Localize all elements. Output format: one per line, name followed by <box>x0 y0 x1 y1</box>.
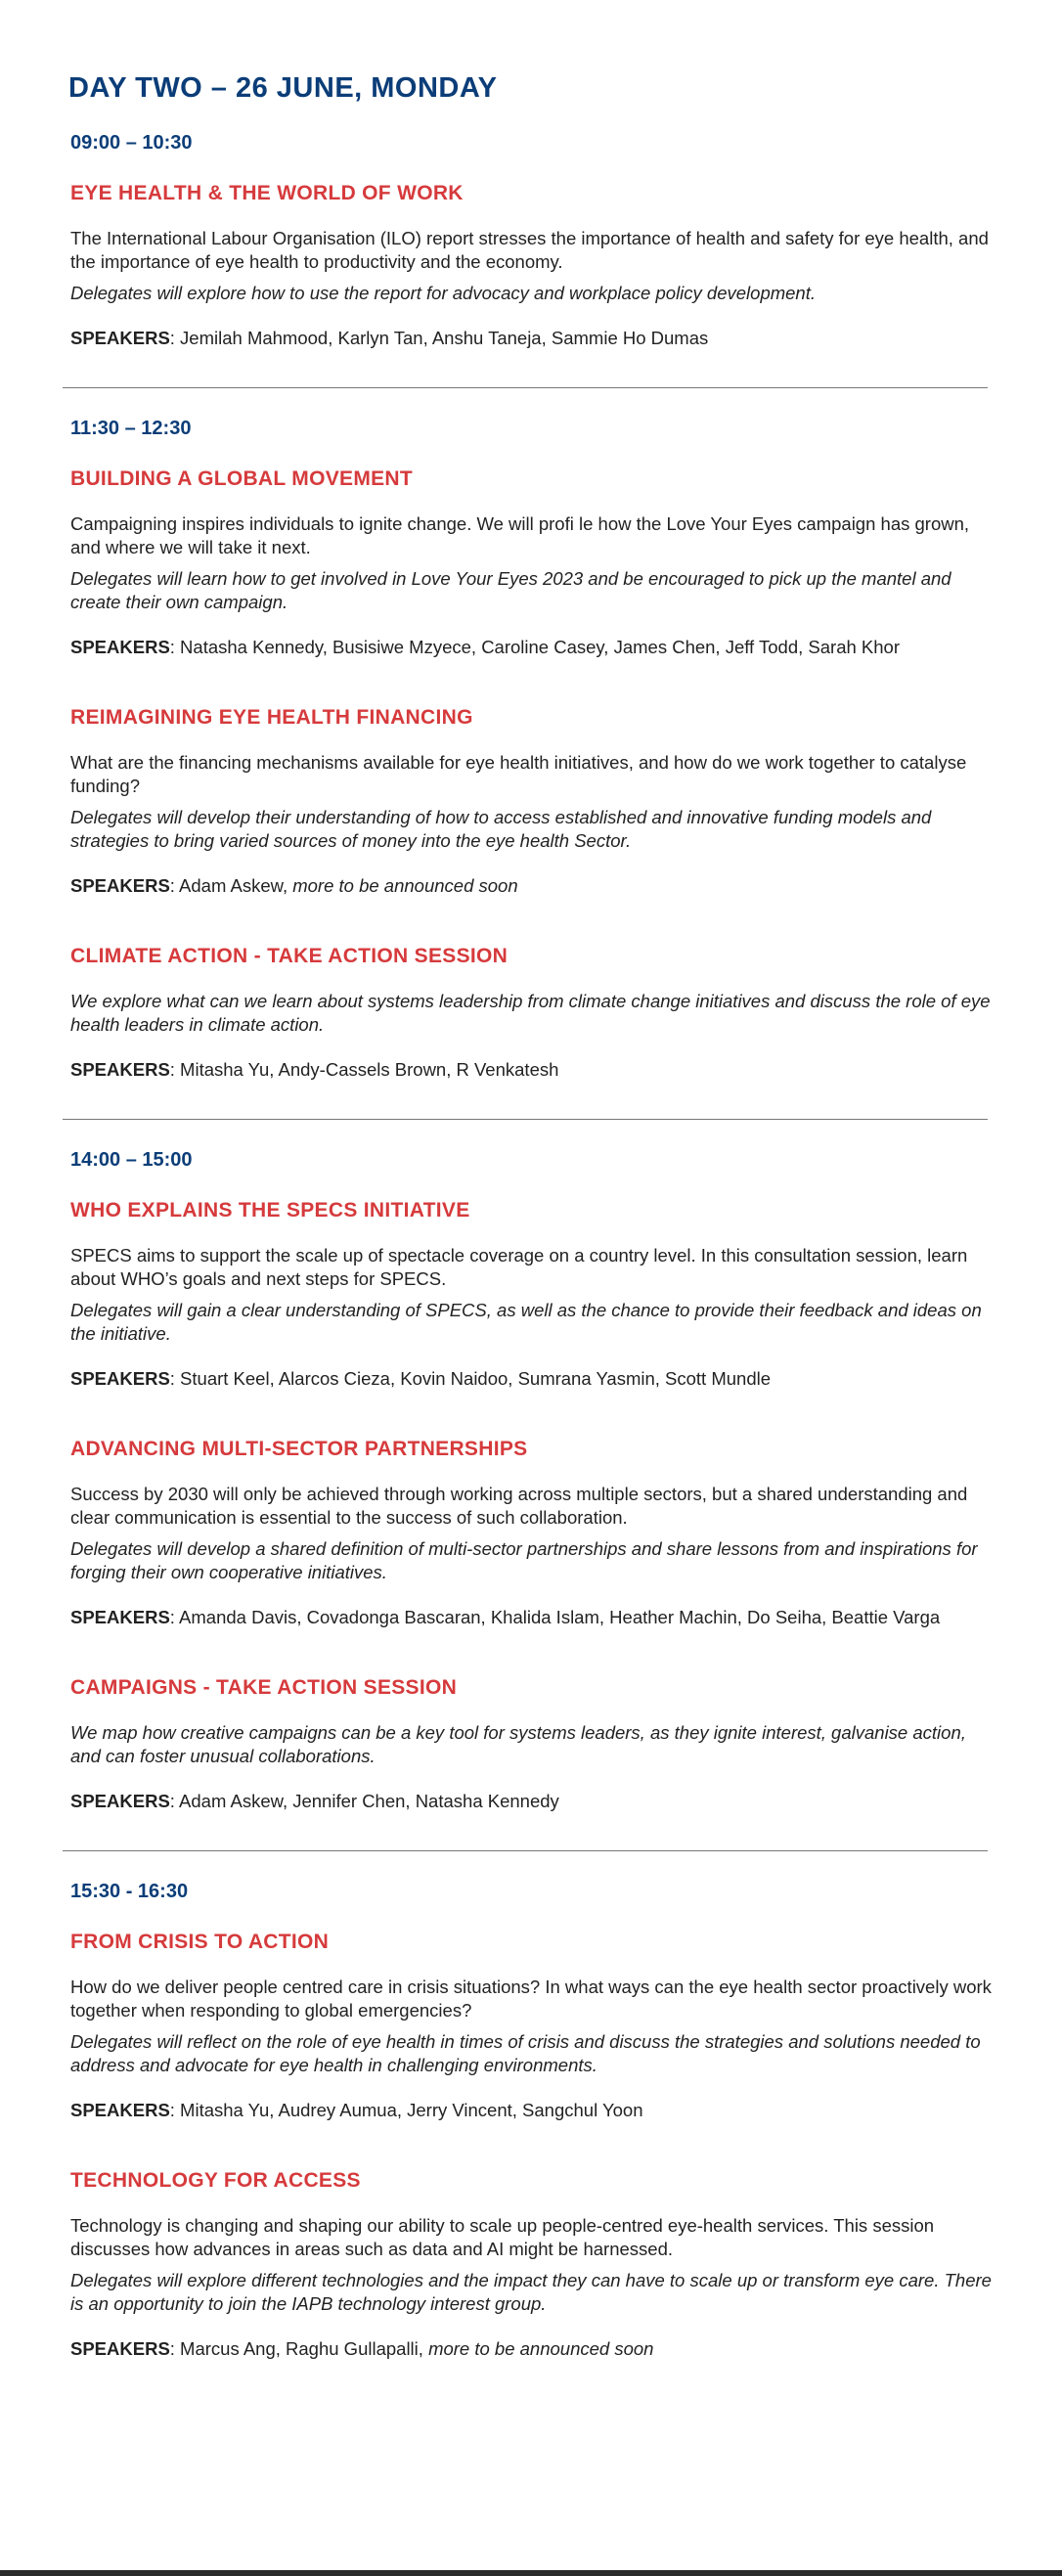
speakers-list: : Jemilah Mahmood, Karlyn Tan, Anshu Taneja, Sammie Ho Dumas <box>169 328 709 348</box>
speakers-list: : Stuart Keel, Alarcos Cieza, Kovin Naidoo, Sumrana Yasmin, Scott Mundle <box>169 1368 772 1389</box>
session <box>70 1931 992 2122</box>
speakers-label: SPEAKERS <box>70 2338 170 2359</box>
session-description: SPECS aims to support the scale up of spectacle coverage on a country level. In this consultation session, learn about WHO’s goals and next steps for SPECS. <box>70 1245 968 1289</box>
session <box>70 1438 992 1629</box>
speakers-label: SPEAKERS <box>70 328 170 348</box>
session-outcome: Delegates will reflect on the role of eye health in times of crisis and discuss the strategies and solutions needed to address and advocate for eye health in challenging environments. <box>70 2031 981 2075</box>
speakers-label: SPEAKERS <box>70 1059 170 1080</box>
speakers-list: : Natasha Kennedy, Busisiwe Mzyece, Caroline Casey, James Chen, Jeff Todd, Sarah Khor <box>169 637 900 657</box>
time-block <box>70 418 992 1082</box>
session-description: The International Labour Organisation (ILO) report stresses the importance of health and safety for eye health, and the importance of eye health to productivity and the economy. <box>70 228 989 272</box>
session <box>70 1676 992 1813</box>
time-block <box>70 1149 992 1813</box>
session-description: Success by 2030 will only be achieved through working across multiple sectors, but a shared understanding and clear communication is essential to the success of such collaboration. <box>70 1484 968 1528</box>
speakers-label: SPEAKERS <box>70 637 170 657</box>
session <box>70 1199 992 1391</box>
session-description: What are the financing mechanisms available for eye health initiatives, and how do we work together to catalyse funding? <box>70 752 967 796</box>
speakers-list: : Mitasha Yu, Audrey Aumua, Jerry Vincent, Sangchul Yoon <box>169 2100 643 2120</box>
time-block <box>70 1881 992 2361</box>
session-speakers <box>70 874 992 898</box>
session-outcome: Delegates will develop their understanding of how to access established and innovative funding models and strategies to bring varied sources of money into the eye health Sector. <box>70 807 932 851</box>
session-outcome: Delegates will gain a clear understanding of SPECS, as well as the chance to provide their feedback and ideas on the initiative. <box>70 1300 982 1344</box>
session <box>70 2169 992 2361</box>
session <box>70 467 992 659</box>
session-title: WHO EXPLAINS THE SPECS INITIATIVE <box>70 1199 470 1221</box>
session-description: How do we deliver people centred care in crisis situations? In what ways can the eye health sector proactively work together when responding to global emergencies? <box>70 1976 992 2021</box>
speakers-tba: more to be announced soon <box>292 875 518 896</box>
page-bottom-bar <box>0 2570 1062 2576</box>
speakers-list: : Adam Askew, <box>169 875 293 896</box>
session-outcome: Delegates will explore different technologies and the impact they can have to scale up or transform eye care. There is an opportunity to join the IAPB technology interest group. <box>70 2270 992 2314</box>
session-speakers <box>70 1058 992 1082</box>
speakers-label: SPEAKERS <box>70 2100 170 2120</box>
time-block <box>70 132 992 350</box>
session-title: ADVANCING MULTI-SECTOR PARTNERSHIPS <box>70 1438 528 1460</box>
section-divider <box>63 387 988 388</box>
speakers-list: : Marcus Ang, Raghu Gullapalli, <box>169 2338 429 2359</box>
day-title: DAY TWO – 26 JUNE, MONDAY <box>68 72 498 104</box>
session <box>70 945 992 1082</box>
speakers-label: SPEAKERS <box>70 875 170 896</box>
session-title: CAMPAIGNS - TAKE ACTION SESSION <box>70 1676 458 1699</box>
session-speakers <box>70 1367 992 1391</box>
session-title: EYE HEALTH & THE WORLD OF WORK <box>70 182 464 204</box>
session-outcome: Delegates will explore how to use the report for advocacy and workplace policy development. <box>70 283 816 303</box>
speakers-tba: more to be announced soon <box>428 2338 654 2359</box>
session-title: BUILDING A GLOBAL MOVEMENT <box>70 467 414 490</box>
session-title: REIMAGINING EYE HEALTH FINANCING <box>70 706 473 729</box>
session-speakers <box>70 636 992 659</box>
session <box>70 182 992 350</box>
session-outcome: Delegates will develop a shared definition of multi-sector partnerships and share lessons from and inspirations for forging their own cooperative initiatives. <box>70 1538 978 1582</box>
speakers-list: : Adam Askew, Jennifer Chen, Natasha Kennedy <box>169 1791 559 1811</box>
session-outcome: We explore what can we learn about systems leadership from climate change initiatives and discuss the role of eye health leaders in climate action. <box>70 991 991 1035</box>
session-description: Technology is changing and shaping our ability to scale up people-centred eye-health services. This session discusses how advances in areas such as data and AI might be harnessed. <box>70 2215 935 2259</box>
agenda-page <box>0 72 1062 2361</box>
speakers-label: SPEAKERS <box>70 1791 170 1811</box>
session-speakers <box>70 2099 992 2122</box>
session-title: FROM CRISIS TO ACTION <box>70 1931 330 1953</box>
session-title: TECHNOLOGY FOR ACCESS <box>70 2169 361 2192</box>
speakers-list: : Amanda Davis, Covadonga Bascaran, Khalida Islam, Heather Machin, Do Seiha, Beattie Varga <box>169 1607 941 1627</box>
speakers-label: SPEAKERS <box>70 1607 170 1627</box>
session-speakers <box>70 2337 992 2361</box>
session-title: CLIMATE ACTION - TAKE ACTION SESSION <box>70 945 509 967</box>
section-divider <box>63 1850 988 1851</box>
block-time: 15:30 - 16:30 <box>70 1881 189 1902</box>
session <box>70 706 992 898</box>
session-speakers <box>70 1790 992 1813</box>
block-time: 14:00 – 15:00 <box>70 1149 193 1171</box>
session-description: Campaigning inspires individuals to ignite change. We will profi le how the Love Your Eyes campaign has grown, and where we will take it next. <box>70 513 970 557</box>
speakers-list: : Mitasha Yu, Andy-Cassels Brown, R Venkatesh <box>169 1059 559 1080</box>
block-time: 11:30 – 12:30 <box>70 418 192 439</box>
session-speakers <box>70 1606 992 1629</box>
session-outcome: We map how creative campaigns can be a key tool for systems leaders, as they ignite interest, galvanise action, and can foster unusual collaborations. <box>70 1722 966 1766</box>
speakers-label: SPEAKERS <box>70 1368 170 1389</box>
session-outcome: Delegates will learn how to get involved in Love Your Eyes 2023 and be encouraged to pick up the mantel and create their own campaign. <box>70 568 951 612</box>
section-divider <box>63 1119 988 1120</box>
session-speakers <box>70 327 992 350</box>
block-time: 09:00 – 10:30 <box>70 132 193 154</box>
